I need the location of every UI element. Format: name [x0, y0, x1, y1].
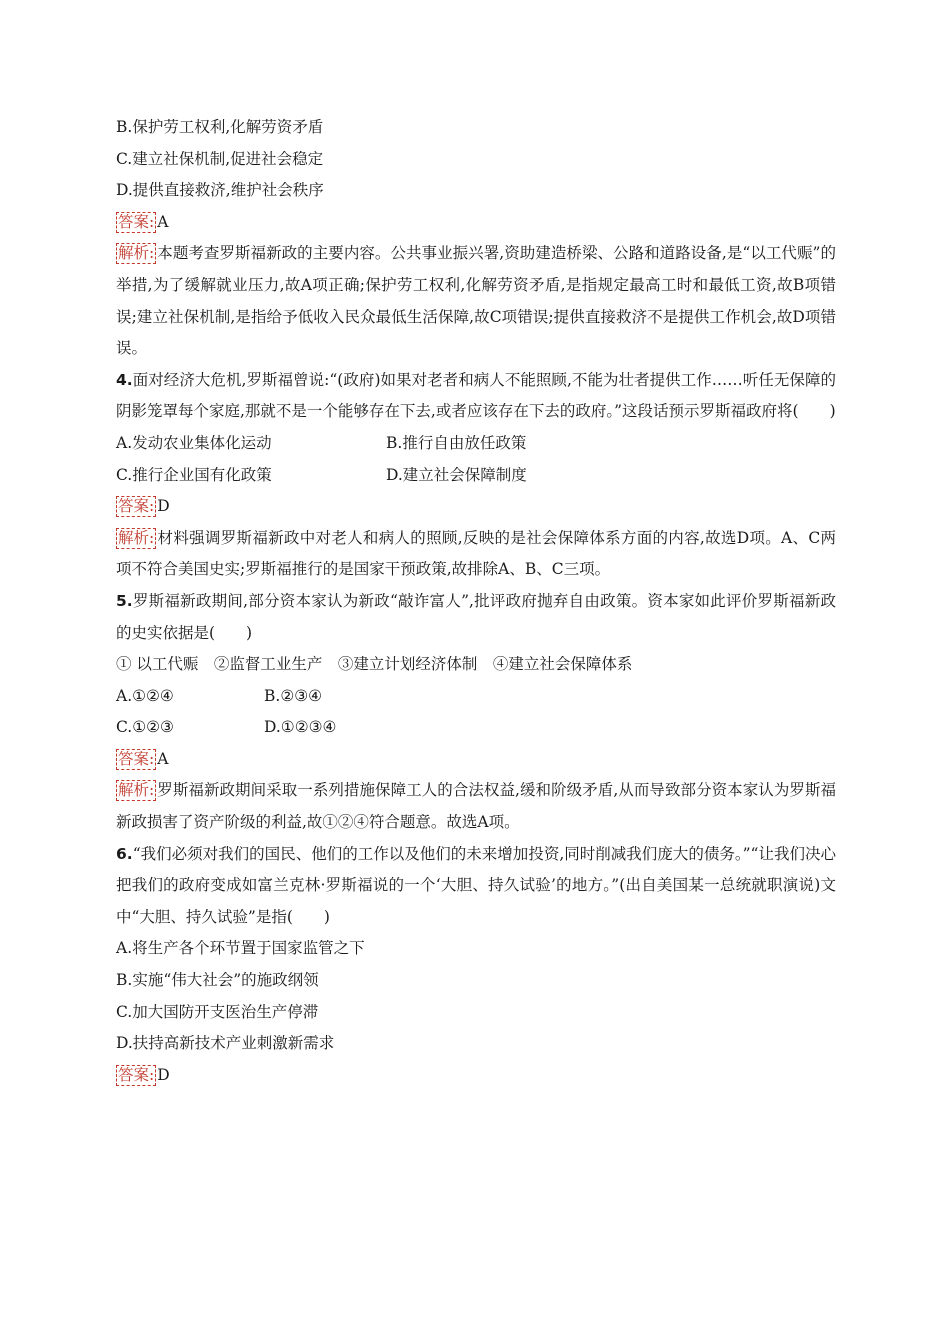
- q5-stem-text: 罗斯福新政期间,部分资本家认为新政“敲诈富人”,批评政府抛弃自由政策。资本家如此评价罗斯福新政的史实依据是( ): [116, 591, 836, 642]
- analysis-tag: 解析:: [118, 244, 155, 263]
- q5-answer-value: A: [157, 749, 169, 768]
- q5-answer: [116, 744, 836, 776]
- q5-analysis-text: 罗斯福新政期间采取一系列措施保障工人的合法权益,缓和阶级矛盾,从而导致部分资本家认为罗斯福新政损害了资产阶级的利益,故①②④符合题意。故选A项。: [116, 781, 836, 832]
- q6-stem: [116, 839, 836, 934]
- answer-tag: 答案:: [118, 749, 155, 768]
- q4-analysis-text: 材料强调罗斯福新政中对老人和病人的照顾,反映的是社会保障体系方面的内容,故选D项。A、C两项不符合美国史实;罗斯福推行的是国家干预政策,故排除A、B、C三项。: [116, 528, 836, 579]
- q4-stem: [116, 365, 836, 428]
- q6-option-c: C.加大国防开支医治生产停滞: [116, 1002, 319, 1021]
- q4-number: 4.: [116, 370, 133, 389]
- q3-option-b: B.保护劳工权利,化解劳资矛盾: [116, 118, 324, 136]
- q5-items: ① 以工代赈 ②监督工业生产 ③建立计划经济体制 ④建立社会保障体系: [116, 655, 633, 674]
- q6-stem-text: “我们必须对我们的国民、他们的工作以及他们的未来增加投资,同时削减我们庞大的债务。”“让我们决心把我们的政府变成如富兰克林·罗斯福说的一个‘大胆、持久试验’的地方。”(出自美国某一总统就职演说)文中“大胆、持久试验”是指( ): [116, 844, 836, 926]
- q5-option-b: B.②③④: [264, 686, 323, 705]
- answer-tag: 答案:: [118, 497, 155, 516]
- q5-option-c: C.①②③: [116, 718, 174, 737]
- q4-options-row-2: [116, 460, 836, 492]
- q4-analysis: [116, 523, 836, 586]
- analysis-tag: 解析:: [118, 781, 155, 800]
- q4-answer: [116, 491, 836, 523]
- question-content: [116, 112, 836, 1091]
- q6-number: 6.: [116, 844, 133, 863]
- q4-answer-value: D: [157, 497, 170, 516]
- q5-option-a: A.①②④: [116, 686, 174, 705]
- q3-analysis-text: 本题考查罗斯福新政的主要内容。公共事业振兴署,资助建造桥梁、公路和道路设备,是“以工代赈”的举措,为了缓解就业压力,故A项正确;保护劳工权利,化解劳资矛盾,是指规定最高工时和最低工资,故B项错误;建立社保机制,是指给予低收入民众最低生活保障,故C项错误;提供直接救济不是提供工作机会,故D项错误。: [116, 244, 836, 358]
- q6-answer-value: D: [157, 1065, 170, 1084]
- analysis-tag: 解析:: [118, 528, 155, 547]
- q5-options-row-2: [116, 712, 836, 744]
- q4-option-c: C.推行企业国有化政策: [116, 465, 272, 484]
- q3-answer: [116, 207, 836, 239]
- q5-analysis: [116, 775, 836, 838]
- answer-tag: 答案:: [118, 1065, 155, 1084]
- q4-option-a: A.发动农业集体化运动: [116, 433, 272, 452]
- q4-option-d: D.建立社会保障制度: [386, 465, 527, 484]
- answer-tag: 答案:: [118, 212, 155, 231]
- q6-answer: [116, 1060, 836, 1092]
- q5-option-d: D.①②③④: [264, 718, 337, 737]
- q4-stem-text: 面对经济大危机,罗斯福曾说:“(政府)如果对老者和病人不能照顾,不能为壮者提供工作……听任无保障的阴影笼罩每个家庭,那就不是一个能够存在下去,或者应该存在下去的政府。”这段话预示罗斯福政府将( ): [116, 370, 836, 421]
- q5-number: 5.: [116, 591, 133, 610]
- q3-analysis: [116, 238, 836, 364]
- q5-stem: [116, 586, 836, 649]
- q4-option-b: B.推行自由放任政策: [386, 433, 527, 452]
- q6-option-d: D.扶持高新技术产业刺激新需求: [116, 1034, 335, 1053]
- q5-options-row-1: [116, 681, 836, 713]
- q3-option-d: D.提供直接救济,维护社会秩序: [116, 181, 324, 200]
- q6-option-b: B.实施“伟大社会”的施政纲领: [116, 971, 319, 990]
- q4-options-row-1: [116, 428, 836, 460]
- q3-option-c: C.建立社保机制,促进社会稳定: [116, 149, 324, 168]
- q6-option-a: A.将生产各个环节置于国家监管之下: [116, 939, 365, 958]
- q3-answer-value: A: [157, 212, 169, 231]
